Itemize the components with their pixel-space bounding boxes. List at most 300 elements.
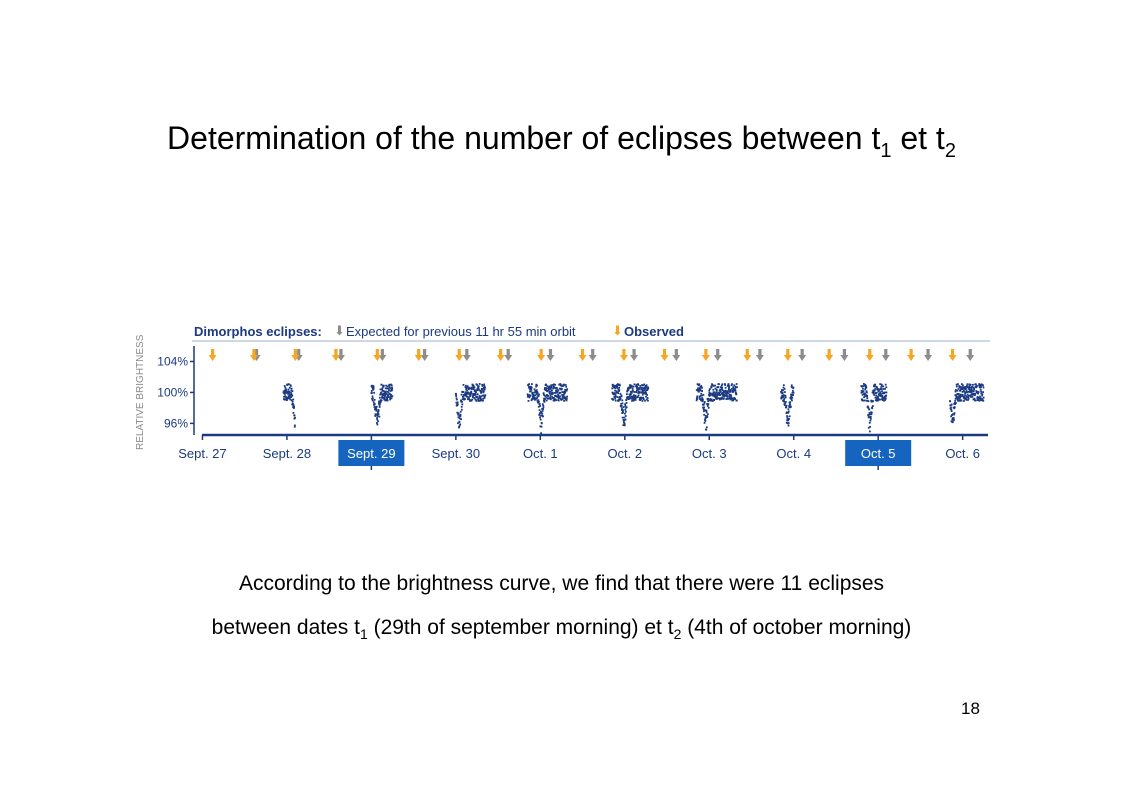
data-point	[706, 412, 708, 414]
data-point	[621, 405, 623, 407]
data-point	[566, 388, 568, 390]
data-point	[714, 391, 716, 393]
data-point	[881, 384, 883, 386]
data-point	[547, 395, 549, 397]
data-point	[720, 391, 722, 393]
data-point	[718, 386, 720, 388]
data-point	[784, 391, 786, 393]
data-point	[963, 400, 965, 402]
data-point	[955, 402, 957, 404]
data-point	[630, 394, 632, 396]
data-point	[873, 392, 875, 394]
data-point	[713, 399, 715, 401]
data-point	[618, 387, 620, 389]
data-point	[373, 401, 375, 403]
data-point	[470, 391, 472, 393]
data-point	[566, 398, 568, 400]
data-point	[622, 412, 624, 414]
data-point	[378, 413, 380, 415]
data-point	[284, 385, 286, 387]
data-point	[874, 384, 876, 386]
data-point	[461, 406, 463, 408]
data-point	[292, 399, 294, 401]
data-point	[631, 392, 633, 394]
data-point	[638, 394, 640, 396]
page-number: 18	[961, 699, 980, 718]
observed-eclipse-arrow	[455, 349, 463, 361]
data-point	[461, 403, 463, 405]
data-point	[978, 391, 980, 393]
data-point	[290, 385, 292, 387]
data-point	[373, 392, 375, 394]
data-point	[866, 392, 868, 394]
data-point	[973, 390, 975, 392]
expected-eclipse-arrow	[546, 349, 554, 361]
data-point	[869, 422, 871, 424]
data-point	[957, 383, 959, 385]
data-point	[374, 399, 376, 401]
data-point	[288, 392, 290, 394]
data-point	[476, 396, 478, 398]
data-point	[791, 397, 793, 399]
data-point	[706, 426, 708, 428]
data-point	[871, 407, 873, 409]
data-point	[558, 390, 560, 392]
data-point	[530, 390, 532, 392]
data-point	[952, 421, 954, 423]
observed-eclipse-arrow	[620, 349, 628, 361]
expected-eclipse-arrow	[463, 349, 471, 361]
data-point	[541, 422, 543, 424]
data-point	[874, 390, 876, 392]
data-point	[696, 395, 698, 397]
data-point	[735, 393, 737, 395]
data-point	[374, 403, 376, 405]
data-point	[793, 392, 795, 394]
data-point	[287, 389, 289, 391]
data-point	[789, 415, 791, 417]
data-point	[788, 418, 790, 420]
data-point	[624, 409, 626, 411]
data-point	[711, 386, 713, 388]
data-point	[982, 391, 984, 393]
data-point	[876, 392, 878, 394]
data-point	[792, 387, 794, 389]
data-point	[563, 384, 565, 386]
data-point	[621, 395, 623, 397]
data-point	[953, 419, 955, 421]
data-point	[706, 416, 708, 418]
data-point	[536, 385, 538, 387]
data-point	[484, 386, 486, 388]
data-point	[464, 398, 466, 400]
brightness-data	[283, 383, 985, 436]
x-tick-label: Sept. 28	[262, 446, 312, 461]
data-point	[478, 387, 480, 389]
data-point	[556, 387, 558, 389]
observed-eclipse-arrow	[579, 349, 587, 361]
data-point	[457, 401, 459, 403]
data-point	[371, 392, 373, 394]
x-tick-label: Oct. 1	[522, 446, 558, 461]
data-point	[376, 424, 378, 426]
data-point	[391, 384, 393, 386]
data-point	[626, 402, 628, 404]
data-point	[981, 393, 983, 395]
data-point	[559, 392, 561, 394]
x-tick-label: Oct. 3	[691, 446, 727, 461]
data-point	[863, 390, 865, 392]
data-point	[465, 385, 467, 387]
data-point	[475, 391, 477, 393]
data-point	[291, 395, 293, 397]
data-point	[376, 419, 378, 421]
data-point	[972, 384, 974, 386]
data-point	[872, 400, 874, 402]
data-point	[456, 399, 458, 401]
data-point	[972, 396, 974, 398]
data-point	[728, 383, 730, 385]
brightness-chart	[128, 318, 998, 478]
data-point	[982, 384, 984, 386]
data-point	[612, 398, 614, 400]
data-point	[551, 386, 553, 388]
data-point	[954, 406, 956, 408]
legend-expected-label: Expected for previous 11 hr 55 min orbit	[346, 324, 576, 339]
expected-eclipse-arrow	[589, 349, 597, 361]
data-point	[292, 401, 294, 403]
data-point	[647, 397, 649, 399]
data-point	[966, 389, 968, 391]
data-point	[786, 405, 788, 407]
data-point	[541, 426, 543, 428]
data-point	[378, 410, 380, 412]
observed-eclipse-arrow	[332, 349, 340, 361]
data-point	[635, 399, 637, 401]
expected-eclipse-arrow	[882, 349, 890, 361]
data-point	[646, 384, 648, 386]
data-point	[636, 386, 638, 388]
data-point	[455, 394, 457, 396]
observed-eclipse-arrow	[209, 349, 217, 361]
data-point	[784, 388, 786, 390]
data-point	[882, 388, 884, 390]
data-point	[707, 405, 709, 407]
data-point	[380, 388, 382, 390]
data-point	[782, 392, 784, 394]
data-point	[387, 400, 389, 402]
data-point	[885, 386, 887, 388]
data-point	[639, 391, 641, 393]
data-point	[872, 405, 874, 407]
data-point	[550, 395, 552, 397]
data-point	[869, 426, 871, 428]
data-point	[702, 394, 704, 396]
data-point	[864, 400, 866, 402]
data-point	[479, 383, 481, 385]
data-point	[618, 389, 620, 391]
data-point	[704, 401, 706, 403]
data-point	[475, 400, 477, 402]
data-point	[728, 385, 730, 387]
data-point	[372, 396, 374, 398]
data-point	[375, 408, 377, 410]
data-point	[623, 406, 625, 408]
data-point	[376, 410, 378, 412]
data-point	[379, 394, 381, 396]
data-point	[391, 388, 393, 390]
data-point	[970, 384, 972, 386]
data-point	[614, 398, 616, 400]
data-point	[477, 393, 479, 395]
data-point	[725, 387, 727, 389]
data-point	[723, 398, 725, 400]
data-point	[866, 397, 868, 399]
legend-observed-label: Observed	[624, 324, 684, 339]
observed-eclipse-arrow	[497, 349, 505, 361]
data-point	[721, 383, 723, 385]
data-point	[646, 394, 648, 396]
data-point	[726, 395, 728, 397]
data-point	[696, 398, 698, 400]
data-point	[701, 395, 703, 397]
data-point	[289, 387, 291, 389]
data-point	[294, 417, 296, 419]
data-point	[376, 417, 378, 419]
observed-eclipse-arrow	[743, 349, 751, 361]
data-point	[876, 386, 878, 388]
data-point	[791, 384, 793, 386]
data-point	[379, 397, 381, 399]
caption-line-1: According to the brightness curve, we find that there were 11 eclipses	[238, 572, 885, 595]
data-point	[460, 418, 462, 420]
data-point	[712, 389, 714, 391]
data-point	[736, 386, 738, 388]
data-point	[475, 394, 477, 396]
data-point	[642, 400, 644, 402]
data-point	[873, 394, 875, 396]
data-point	[635, 395, 637, 397]
data-point	[731, 383, 733, 385]
data-point	[554, 384, 556, 386]
data-point	[288, 391, 290, 393]
data-point	[484, 394, 486, 396]
observed-eclipse-arrow	[660, 349, 668, 361]
x-tick-label: Oct. 5	[860, 446, 896, 461]
data-point	[536, 389, 538, 391]
data-point	[961, 400, 963, 402]
data-point	[701, 387, 703, 389]
data-point	[562, 398, 564, 400]
data-point	[552, 392, 554, 394]
data-point	[734, 398, 736, 400]
data-point	[622, 417, 624, 419]
data-point	[702, 399, 704, 401]
data-point	[864, 392, 866, 394]
data-point	[624, 413, 626, 415]
data-point	[625, 419, 627, 421]
observed-eclipse-arrow	[866, 349, 874, 361]
data-point	[461, 394, 463, 396]
data-point	[980, 391, 982, 393]
data-point	[566, 400, 568, 402]
data-point	[531, 387, 533, 389]
expected-eclipse-arrow	[714, 349, 722, 361]
data-point	[530, 388, 532, 390]
data-point	[785, 397, 787, 399]
data-point	[719, 389, 721, 391]
data-point	[885, 384, 887, 386]
data-point	[539, 417, 541, 419]
data-point	[372, 389, 374, 391]
data-point	[624, 417, 626, 419]
data-point	[965, 387, 967, 389]
data-point	[966, 383, 968, 385]
data-point	[633, 391, 635, 393]
data-point	[954, 400, 956, 402]
data-point	[373, 385, 375, 387]
data-point	[788, 425, 790, 427]
data-point	[541, 413, 543, 415]
data-point	[544, 401, 546, 403]
data-point	[955, 391, 957, 393]
data-point	[866, 395, 868, 397]
x-tick-label: Sept. 29	[347, 446, 396, 461]
data-point	[968, 398, 970, 400]
data-point	[483, 385, 485, 387]
data-point	[983, 387, 985, 389]
data-point	[377, 415, 379, 417]
data-point	[372, 397, 374, 399]
data-point	[980, 389, 982, 391]
data-point	[958, 393, 960, 395]
observed-eclipse-arrow	[825, 349, 833, 361]
data-point	[642, 394, 644, 396]
data-point	[549, 393, 551, 395]
observed-eclipse-arrow	[784, 349, 792, 361]
data-point	[550, 384, 552, 386]
data-point	[865, 387, 867, 389]
data-point	[538, 394, 540, 396]
data-point	[620, 398, 622, 400]
data-point	[291, 388, 293, 390]
x-axis	[178, 435, 988, 470]
data-point	[540, 419, 542, 421]
data-point	[783, 384, 785, 386]
y-tick-label: 100%	[157, 385, 188, 400]
data-point	[533, 392, 535, 394]
observed-eclipse-arrow	[907, 349, 915, 361]
data-point	[698, 383, 700, 385]
data-point	[867, 407, 869, 409]
data-point	[870, 418, 872, 420]
data-point	[868, 400, 870, 402]
data-point	[458, 412, 460, 414]
data-point	[962, 394, 964, 396]
data-point	[461, 409, 463, 411]
data-point	[870, 416, 872, 418]
data-point	[962, 384, 964, 386]
data-point	[869, 420, 871, 422]
data-point	[616, 387, 618, 389]
data-point	[460, 411, 462, 413]
data-point	[542, 408, 544, 410]
caption-line-2: between dates $t_1$ (29th of september morning) et $t_2$ (4th of october morning)	[211, 616, 912, 642]
expected-eclipse-arrow	[504, 349, 512, 361]
data-point	[792, 390, 794, 392]
observed-eclipse-arrow	[415, 349, 423, 361]
data-point	[455, 395, 457, 397]
data-point	[619, 385, 621, 387]
data-point	[870, 413, 872, 415]
data-point	[721, 387, 723, 389]
expected-eclipse-arrow	[966, 349, 974, 361]
data-point	[378, 416, 380, 418]
data-point	[975, 399, 977, 401]
data-point	[551, 397, 553, 399]
data-point	[632, 388, 634, 390]
expected-eclipse-arrow	[672, 349, 680, 361]
data-point	[647, 400, 649, 402]
data-point	[377, 420, 379, 422]
data-point	[543, 407, 545, 409]
data-point	[645, 396, 647, 398]
data-point	[482, 385, 484, 387]
data-point	[708, 403, 710, 405]
data-point	[542, 405, 544, 407]
data-point	[546, 385, 548, 387]
data-point	[530, 395, 532, 397]
data-point	[293, 406, 295, 408]
data-point	[862, 388, 864, 390]
data-point	[626, 393, 628, 395]
data-point	[551, 389, 553, 391]
data-point	[288, 383, 290, 385]
data-point	[478, 385, 480, 387]
data-point	[714, 385, 716, 387]
data-point	[556, 399, 558, 401]
data-point	[471, 399, 473, 401]
data-point	[539, 403, 541, 405]
data-point	[729, 391, 731, 393]
data-point	[294, 415, 296, 417]
data-point	[637, 396, 639, 398]
data-point	[731, 388, 733, 390]
data-point	[734, 388, 736, 390]
data-point	[482, 395, 484, 397]
data-point	[868, 415, 870, 417]
data-point	[791, 400, 793, 402]
data-point	[638, 387, 640, 389]
data-point	[372, 400, 374, 402]
data-point	[789, 403, 791, 405]
data-point	[386, 398, 388, 400]
data-point	[388, 389, 390, 391]
data-point	[716, 396, 718, 398]
data-point	[643, 384, 645, 386]
data-point	[965, 399, 967, 401]
data-point	[982, 400, 984, 402]
expected-eclipse-arrow	[756, 349, 764, 361]
data-point	[785, 407, 787, 409]
data-point	[539, 405, 541, 407]
data-point	[546, 400, 548, 402]
data-point	[376, 406, 378, 408]
data-point	[871, 412, 873, 414]
data-point	[970, 396, 972, 398]
data-point	[285, 389, 287, 391]
data-point	[476, 384, 478, 386]
